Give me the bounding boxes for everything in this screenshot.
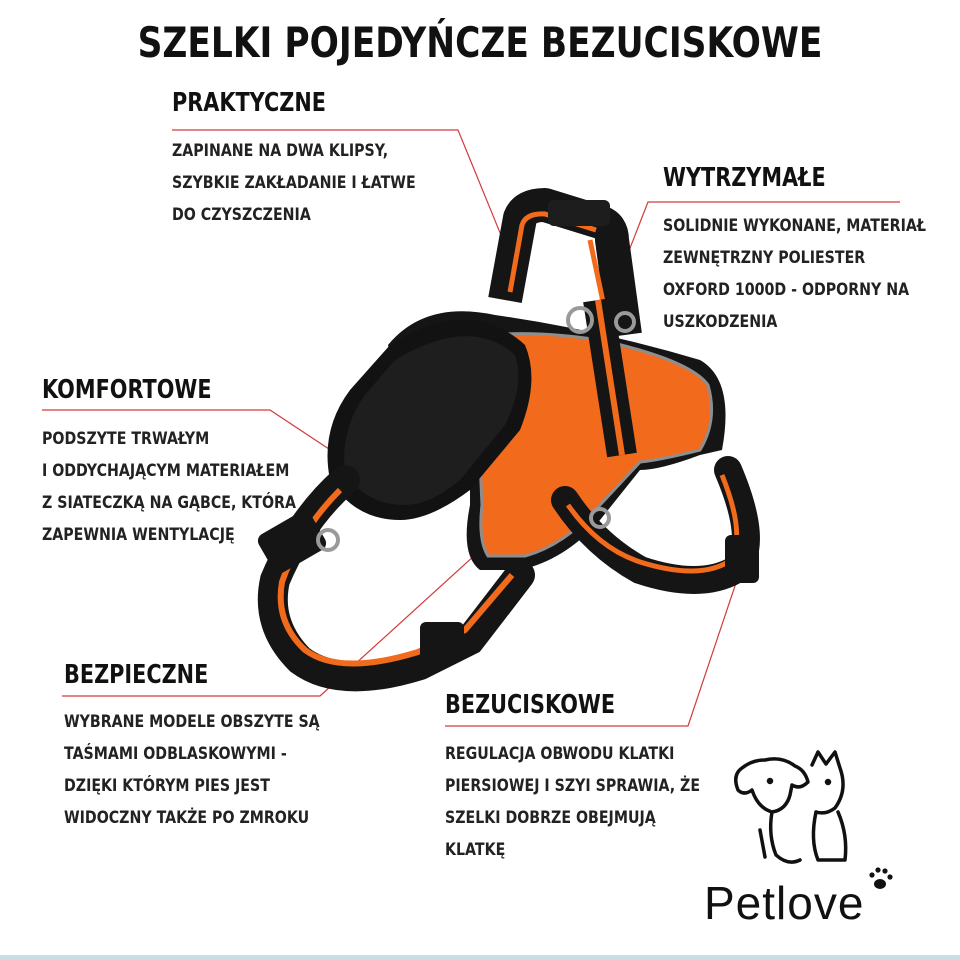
text-line: DZIĘKI KTÓRYM PIES JEST [64,776,270,795]
heading-bezpieczne: BEZPIECZNE [64,660,209,690]
text-line: PODSZYTE TRWAŁYM [42,429,210,448]
text-komfortowe [42,423,296,551]
text-line: DO CZYSZCZENIA [172,205,311,224]
text-line: WYBRANE MODELE OBSZYTE SĄ [64,712,320,731]
brand-name: Petlove [704,877,865,929]
text-line: KLATKĘ [445,840,506,859]
text-wytrzymale [663,210,926,338]
text-line: REGULACJA OBWODU KLATKI [445,744,675,763]
heading-komfortowe: KOMFORTOWE [42,375,212,405]
heading-praktyczne: PRAKTYCZNE [172,88,326,118]
text-line: SZELKI DOBRZE OBEJMUJĄ [445,808,656,827]
text-line: ZAPEWNIA WENTYLACJĘ [42,525,235,544]
text-line: WIDOCZNY TAKŻE PO ZMROKU [64,808,310,827]
text-line: TAŚMAMI ODBLASKOWYMI - [64,744,287,763]
text-line: USZKODZENIA [663,312,778,331]
heading-bezuciskowe: BEZUCISKOWE [445,690,616,720]
text-line: PIERSIOWEJ I SZYI SPRAWIA, ŻE [445,776,701,795]
text-bezuciskowe [445,738,700,866]
text-line: SOLIDNIE WYKONANE, MATERIAŁ [663,216,926,235]
text-bezpieczne [64,706,320,834]
text-line: OXFORD 1000D - ODPORNY NA [663,280,910,299]
text-line: ZAPINANE NA DWA KLIPSY, [172,141,389,160]
page-title: SZELKI POJEDYŃCZE BEZUCISKOWE [137,18,823,67]
heading-wytrzymale: WYTRZYMAŁE [663,163,826,193]
bottom-bar [0,955,960,960]
text-praktyczne [172,135,416,231]
text-line: ZEWNĘTRZNY POLIESTER [663,248,866,267]
paw-icon [869,867,892,889]
text-line: SZYBKIE ZAKŁADANIE I ŁATWE [172,173,416,192]
text-line: I ODDYCHAJĄCYM MATERIAŁEM [42,461,290,480]
dog-cat-logo-icon [736,752,846,862]
text-line: Z SIATECZKĄ NA GĄBCE, KTÓRA [42,493,296,512]
